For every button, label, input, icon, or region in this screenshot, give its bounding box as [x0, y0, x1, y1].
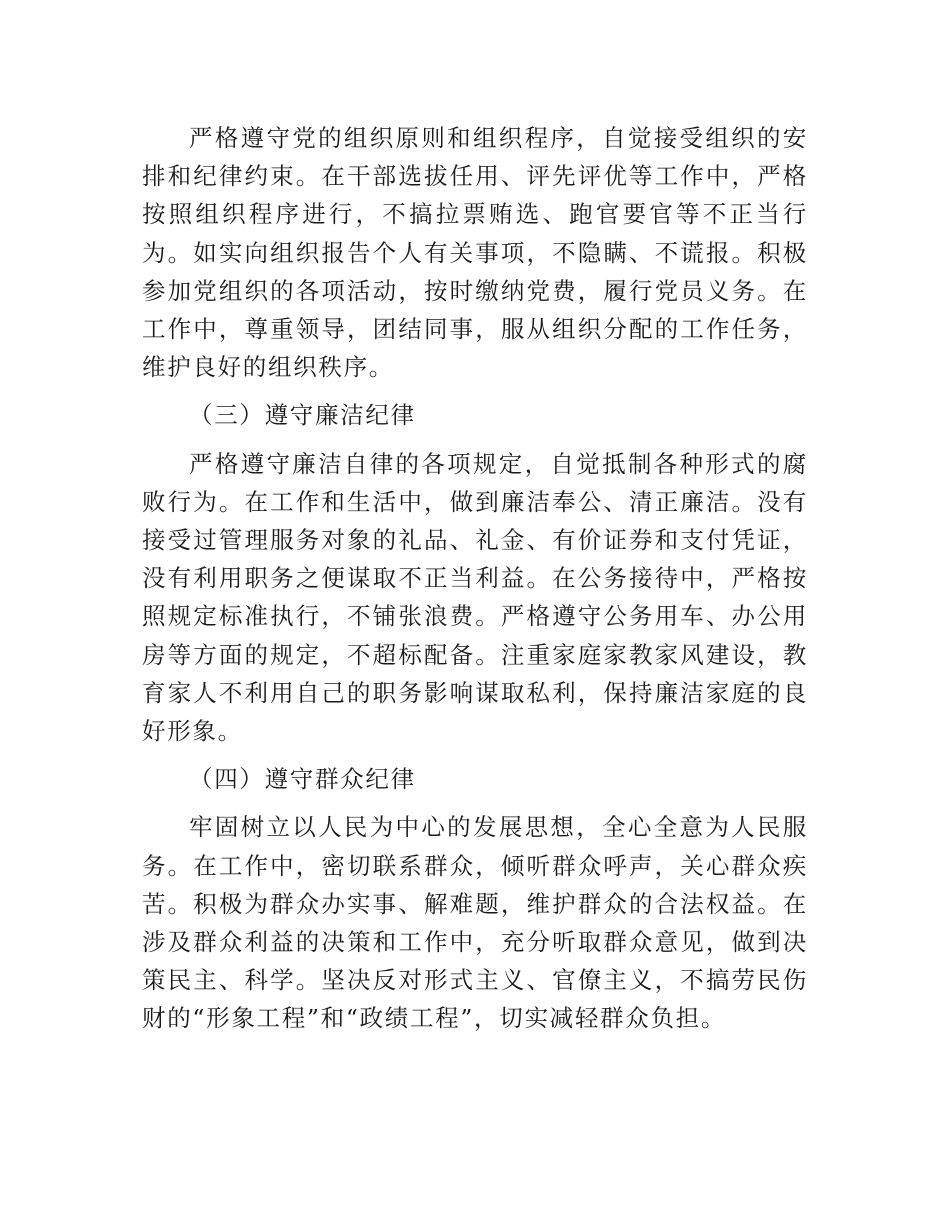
document-body: [142, 119, 808, 1038]
section-heading-mass-discipline: （四）遵守群众纪律: [189, 765, 416, 794]
paragraph-integrity-discipline: 严格遵守廉洁自律的各项规定，自觉抵制各种形式的腐败行为。在工作和生活中，做到廉洁奉公、清正廉洁。没有接受过管理服务对象的礼品、礼金、有价证券和支付凭证，没有利用职务之便谋取不正当利益。在公务接待中，严格按照规定标准执行，不铺张浪费。严格遵守公务用车、办公用房等方面的规定，不超标配备。注重家庭家教家风建设，教育家人不利用自己的职务影响谋取私利，保持廉洁家庭的良好形象。: [142, 449, 808, 746]
section-heading-integrity-discipline: （三）遵守廉洁纪律: [189, 401, 416, 430]
paragraph-mass-discipline: 牢固树立以人民为中心的发展思想，全心全意为人民服务。在工作中，密切联系群众，倾听群众呼声，关心群众疾苦。积极为群众办实事、解难题，维护群众的合法权益。在涉及群众利益的决策和工作中，充分听取群众意见，做到决策民主、科学。坚决反对形式主义、官僚主义，不搞劳民伤财的“形象工程”和“政绩工程”，切实减轻群众负担。: [142, 813, 808, 1033]
paragraph-organization-discipline: 严格遵守党的组织原则和组织程序，自觉接受组织的安排和纪律约束。在干部选拔任用、评先评优等工作中，严格按照组织程序进行，不搞拉票贿选、跑官要官等不正当行为。如实向组织报告个人有关事项，不隐瞒、不谎报。积极参加党组织的各项活动，按时缴纳党费，履行党员义务。在工作中，尊重领导，团结同事，服从组织分配的工作任务，维护良好的组织秩序。: [142, 124, 808, 382]
